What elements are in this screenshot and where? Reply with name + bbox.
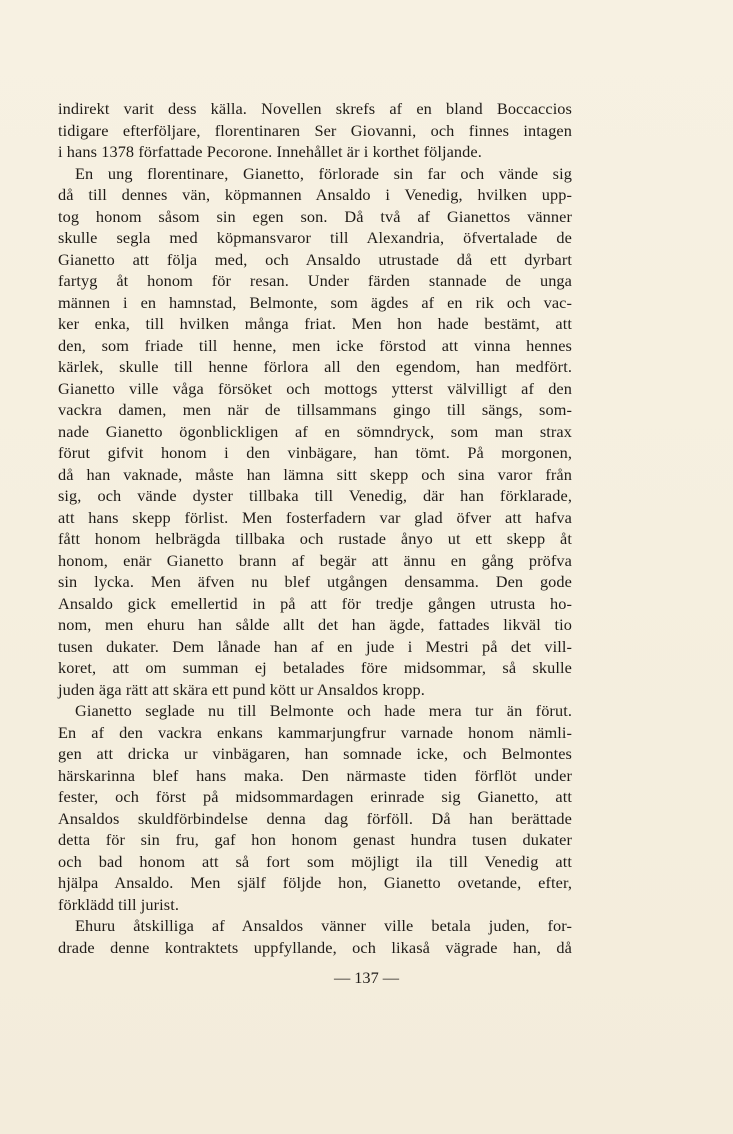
text-line: sig, och vände dyster tillbaka till Venedig, där han förklarade,	[58, 486, 572, 505]
text-line: i hans 1378 författade Pecorone. Innehållet är i korthet följande.	[58, 142, 482, 161]
text-line: fått honom helbrägda tillbaka och rustade ånyo ut ett skepp åt	[58, 529, 572, 548]
text-line: detta för sin fru, gaf hon honom genast hundra tusen dukater	[58, 830, 572, 849]
text-line: tusen dukater. Dem lånade han af en jude i Mestri på det vill-	[58, 636, 572, 656]
text-line: och bad honom att så fort som möjligt ila till Venedig att	[58, 851, 572, 871]
text-line: Gianetto att följa med, och Ansaldo utrustade då ett dyrbart	[58, 249, 572, 269]
text-line: fester, och först på midsommardagen erinrade sig Gianetto, att	[58, 787, 572, 806]
text-line: vackra damen, men när de tillsammans gingo till sängs, som-	[58, 400, 572, 419]
text-line: Ehuru åtskilliga af Ansaldos vänner ville betala juden, for-	[75, 916, 572, 935]
text-line: kärlek, skulle till henne förlora all den egendom, han medfört.	[58, 357, 572, 376]
text-line: koret, att om summan ej betalades före midsommar, så skulle	[58, 658, 572, 677]
text-line: hjälpa Ansaldo. Men själf följde hon, Gianetto ovetande, efter,	[58, 873, 572, 892]
text-line: indirekt varit dess källa. Novellen skrefs af en bland Boccaccios	[58, 99, 572, 118]
text-line: Ansaldo gick emellertid in på att för tredje gången utrusta ho-	[58, 593, 572, 613]
text-line: härskarinna blef hans maka. Den närmaste tiden förflöt under	[58, 765, 572, 785]
text-line: skulle segla med köpmansvaror till Alexandria, öfvertalade de	[58, 228, 572, 247]
text-line: tog honom såsom sin egen son. Då två af Gianettos vänner	[58, 206, 572, 226]
text-line: juden äga rätt att skära ett pund kött ur Ansaldos kropp.	[58, 679, 425, 699]
text-line: tidigare efterföljare, florentinaren Ser Giovanni, och finnes intagen	[58, 120, 572, 140]
text-line: då till dennes vän, köpmannen Ansaldo i Venedig, hvilken upp-	[58, 185, 572, 204]
text-line: männen i en hamnstad, Belmonte, som ägdes af en rik och vac-	[58, 292, 572, 312]
text-line: Gianetto seglade nu till Belmonte och hade mera tur än förut.	[75, 701, 572, 720]
text-line: att hans skepp förlist. Men fosterfadern var glad öfver att hafva	[58, 507, 572, 527]
text-line: förut gifvit honom i den vinbägare, han tömt. På morgonen,	[58, 443, 572, 462]
text-line: då han vaknade, måste han lämna sitt skepp och sina varor från	[58, 464, 572, 484]
text-line: den, som friade till henne, men icke förstod att vinna hennes	[58, 335, 572, 355]
text-line: Ansaldos skuldförbindelse denna dag förföll. Då han berättade	[58, 808, 572, 828]
text-line: fartyg åt honom för resan. Under färden stannade de unga	[58, 271, 572, 290]
text-line: drade denne kontraktets uppfyllande, och likaså vägrade han, då	[58, 937, 572, 957]
text-line: förklädd till jurist.	[58, 894, 180, 914]
text-line: nade Gianetto ögonblickligen af en sömndryck, som man strax	[58, 421, 572, 441]
text-line: En ung florentinare, Gianetto, förlorade sin far och vände sig	[75, 163, 572, 183]
text-line: Gianetto ville våga försöket och mottogs ytterst välvilligt af den	[58, 378, 572, 398]
page-number: — 137 —	[333, 968, 400, 987]
text-line: En af den vackra enkans kammarjungfrur varnade honom nämli-	[58, 722, 572, 742]
text-line: honom, enär Gianetto brann af begär att ännu en gång pröfva	[58, 550, 572, 570]
text-line: ker enka, till hvilken många friat. Men hon hade bestämt, att	[58, 314, 572, 333]
text-line: nom, men ehuru han sålde allt det han ägde, fattades likväl tio	[58, 615, 572, 634]
text-line: sin lycka. Men äfven nu blef utgången densamma. Den gode	[58, 572, 572, 591]
text-line: gen att dricka ur vinbägaren, han somnade icke, och Belmontes	[58, 744, 572, 763]
body-text	[58, 98, 572, 958]
